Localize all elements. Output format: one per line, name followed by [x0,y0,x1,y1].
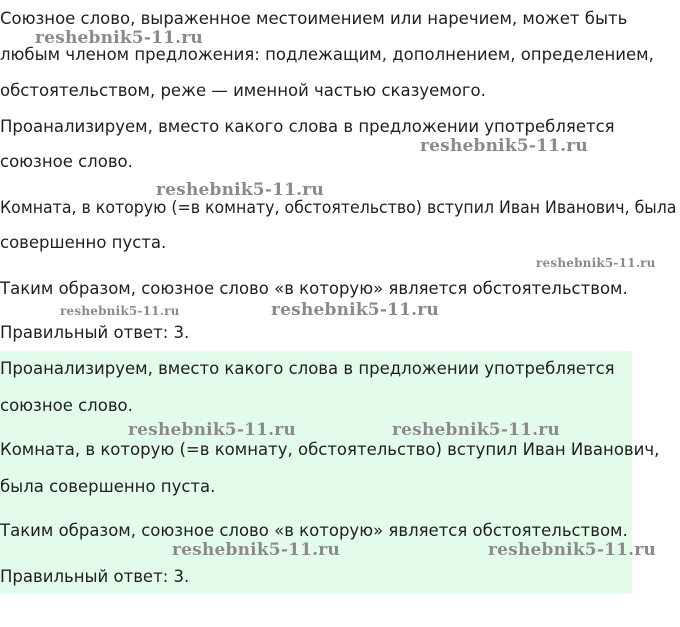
text-line: Проанализируем, вместо какого слова в предложении употребляется [0,359,615,378]
text-line: Комната, в которую (=в комнату, обстоятельство) вступил Иван Иванович, была [0,198,677,217]
text-line: союзное слово. [0,396,133,415]
watermark: reshebnik5-11.ru [488,540,656,560]
watermark: reshebnik5-11.ru [35,28,203,48]
watermark: reshebnik5-11.ru [128,420,296,440]
watermark: reshebnik5-11.ru [392,420,560,440]
text-line: Таким образом, союзное слово «в которую» является обстоятельством. [0,521,628,540]
text-line: была совершенно пуста. [0,477,216,496]
answer-line: Правильный ответ: 3. [0,567,190,586]
watermark: reshebnik5-11.ru [536,256,656,270]
text-line: любым членом предложения: подлежащим, дополнением, определением, [0,45,654,64]
watermark: reshebnik5-11.ru [420,136,588,156]
watermark: reshebnik5-11.ru [60,304,180,318]
text-line: совершенно пуста. [0,233,167,252]
text-line: Проанализируем, вместо какого слова в предложении употребляется [0,117,615,136]
text-line: Таким образом, союзное слово «в которую» является обстоятельством. [0,279,628,298]
watermark: reshebnik5-11.ru [172,540,340,560]
watermark: reshebnik5-11.ru [271,300,439,320]
watermark: reshebnik5-11.ru [156,180,324,200]
text-line: Комната, в которую (=в комнату, обстоятельство) вступил Иван Иванович, [0,440,660,459]
text-line: союзное слово. [0,152,133,171]
answer-line: Правильный ответ: 3. [0,323,190,342]
text-line: Союзное слово, выраженное местоимением или наречием, может быть [0,9,628,28]
text-line: обстоятельством, реже — именной частью сказуемого. [0,81,486,100]
